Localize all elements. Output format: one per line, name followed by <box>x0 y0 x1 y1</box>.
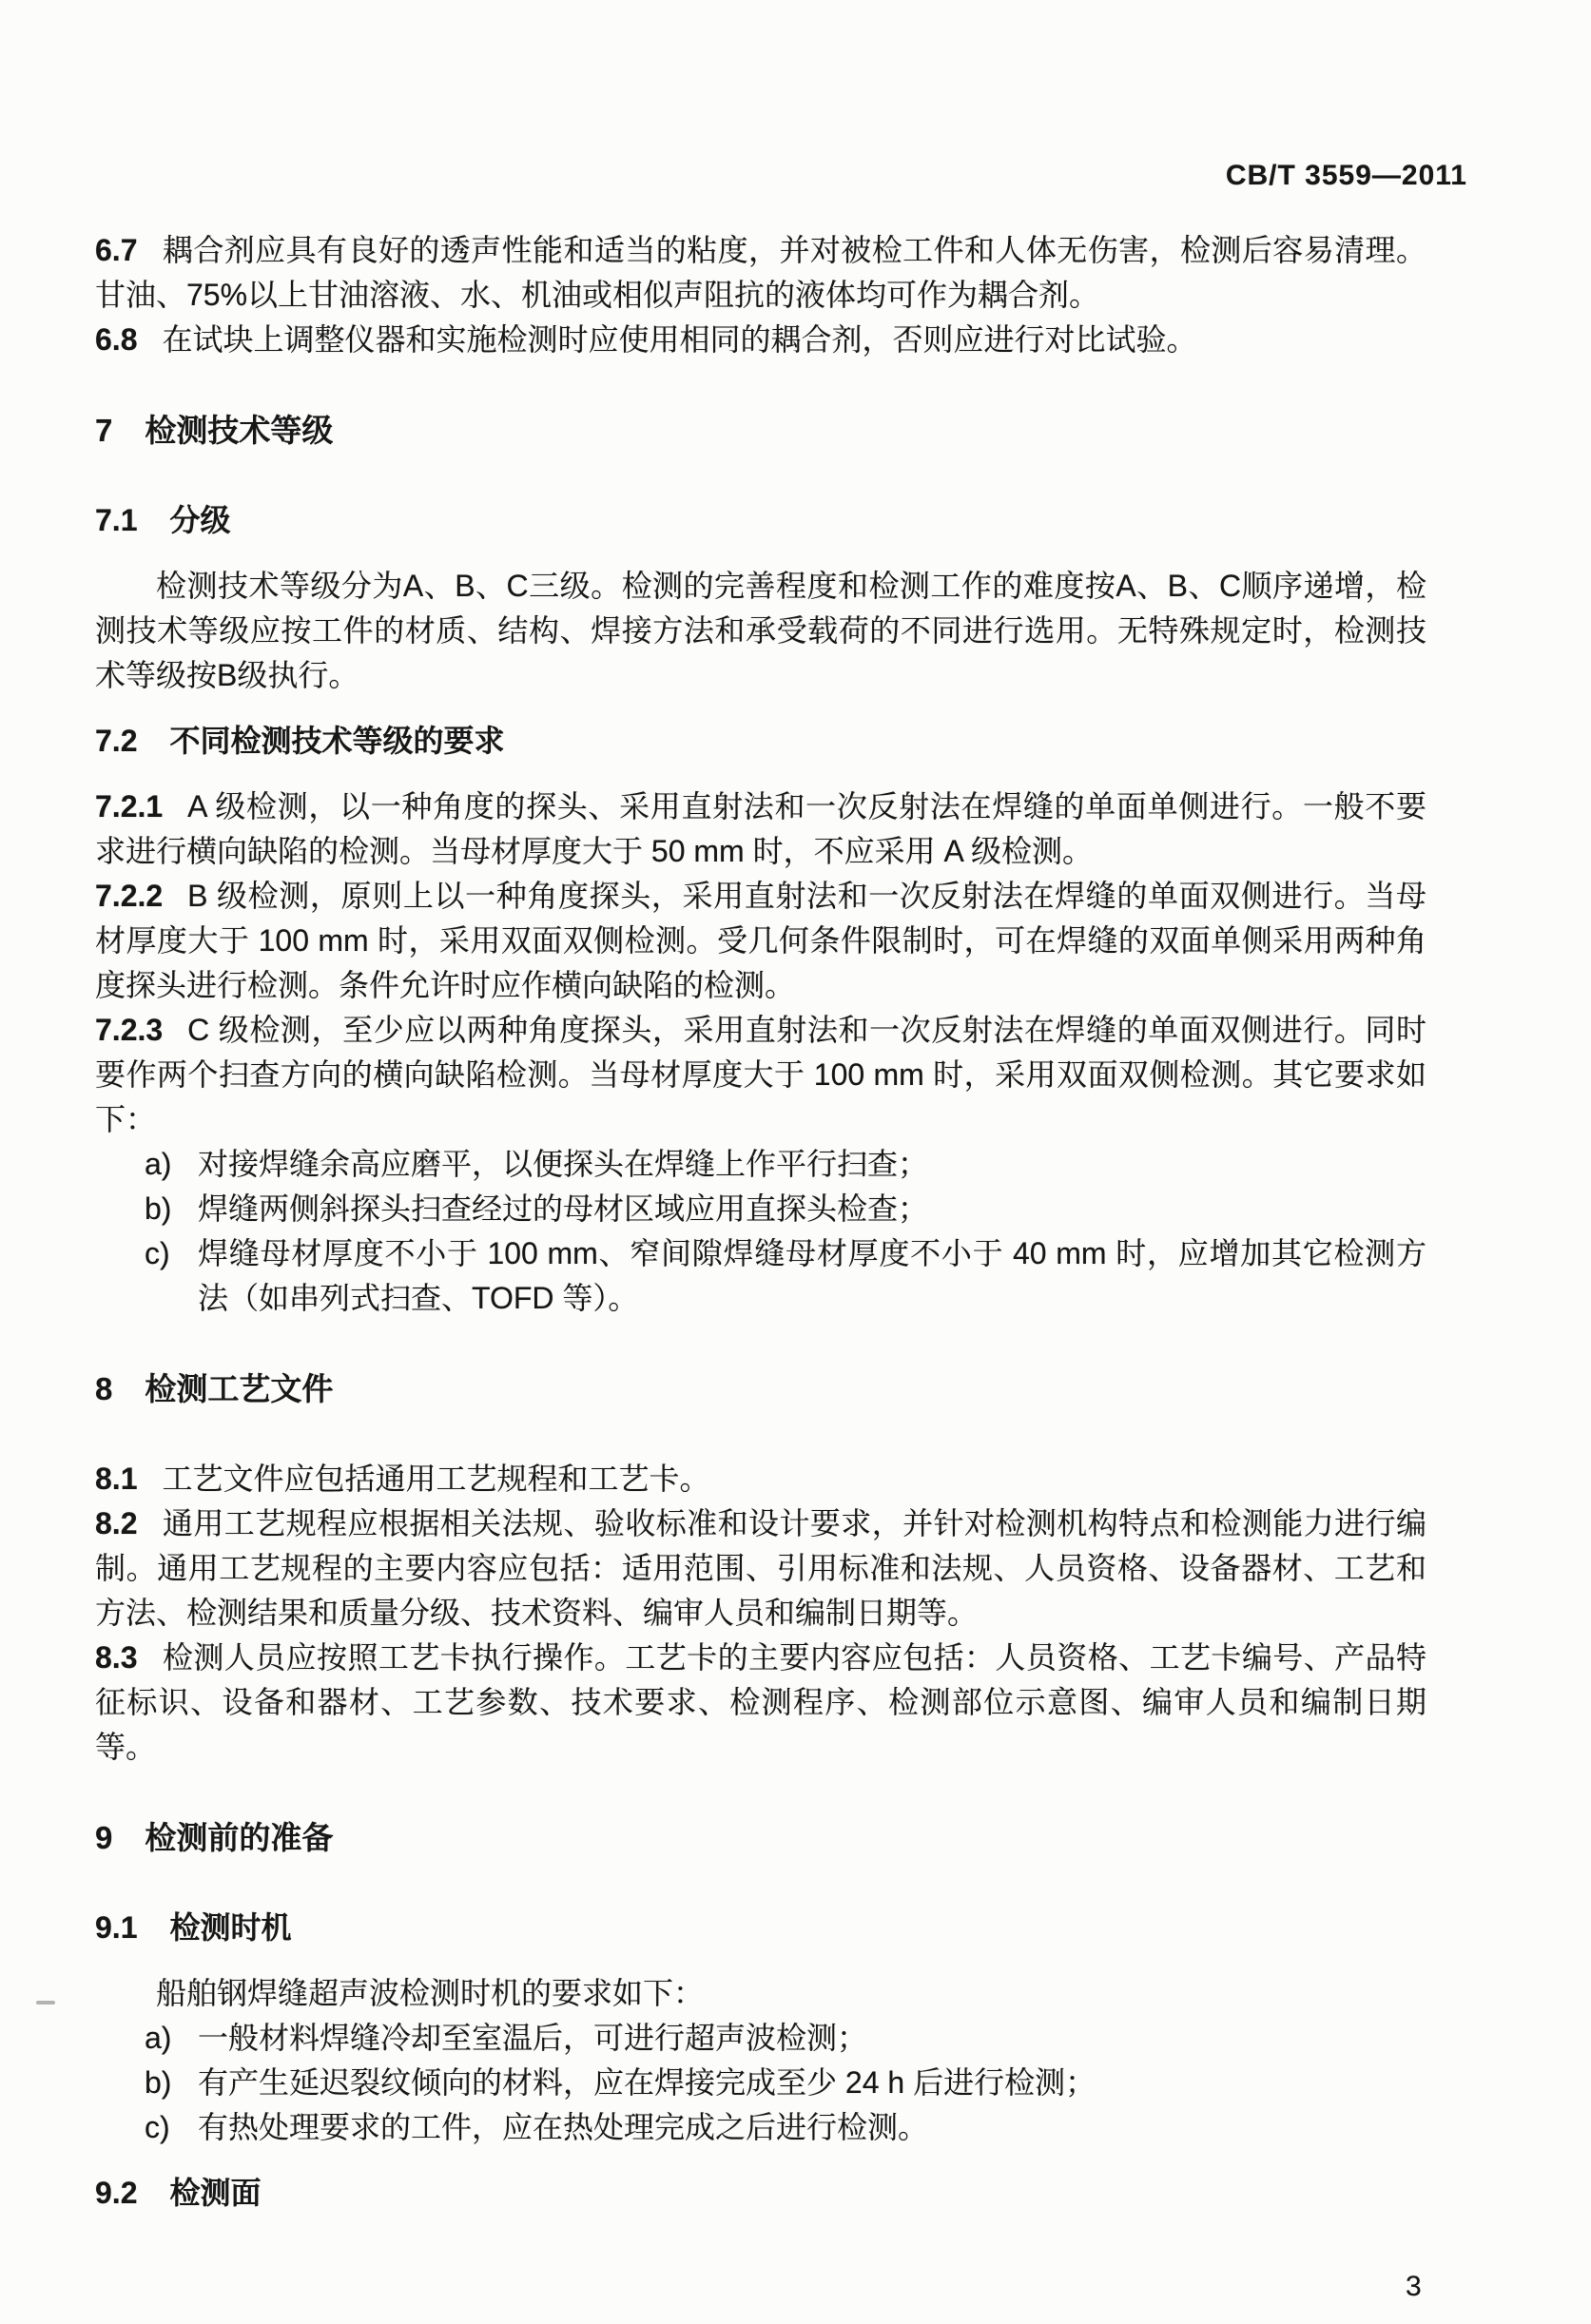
section-title: 检测工艺文件 <box>145 1371 334 1406</box>
list-item-label: a) <box>145 2021 172 2055</box>
list-item-7-2-3-a <box>95 1142 1426 1187</box>
clause-8-1 <box>95 1457 1426 1501</box>
paragraph-7-1: 检测技术等级分为A、B、C三级。检测的完善程度和检测工作的难度按A、B、C顺序递增，检测技术等级应按工件的材质、结构、焊接方法和承受载荷的不同进行选用。无特殊规定时，检测技术等级按B级执行。 <box>95 569 1426 692</box>
clause-text: 通用工艺规程应根据相关法规、验收标准和设计要求，并针对检测机构特点和检测能力进行编制。通用工艺规程的主要内容应包括：适用范围、引用标准和法规、人员资格、设备器材、工艺和方法、检测结果和质量分级、技术资料、编审人员和编制日期等。 <box>95 1506 1426 1630</box>
section-number: 9.1 <box>95 1910 138 1945</box>
section-9-heading <box>95 1815 1426 1860</box>
section-number: 9 <box>95 1820 113 1855</box>
clause-6-8 <box>95 318 1426 362</box>
section-title: 不同检测技术等级的要求 <box>169 724 505 758</box>
scan-artifact-dash <box>36 2001 55 2004</box>
clause-number: 7.2.1 <box>95 789 164 823</box>
list-item-label: b) <box>145 2065 172 2100</box>
clause-text: 耦合剂应具有良好的透声性能和适当的粘度，并对被检工件和人体无伤害，检测后容易清理。甘油、75%以上甘油溶液、水、机油或相似声阻抗的液体均可作为耦合剂。 <box>95 233 1426 312</box>
clause-text: 检测人员应按照工艺卡执行操作。工艺卡的主要内容应包括：人员资格、工艺卡编号、产品特征标识、设备和器材、工艺参数、技术要求、检测程序、检测部位示意图、编审人员和编制日期等。 <box>95 1640 1426 1764</box>
clause-number: 6.7 <box>95 233 138 267</box>
list-item-text: 一般材料焊缝冷却至室温后，可进行超声波检测； <box>198 2021 868 2055</box>
list-item-label: c) <box>145 2110 170 2144</box>
section-number: 7 <box>95 413 113 448</box>
section-8-heading <box>95 1366 1426 1411</box>
clause-7-2-2 <box>95 874 1426 1008</box>
clause-text: 在试块上调整仪器和实施检测时应使用相同的耦合剂，否则应进行对比试验。 <box>162 322 1197 357</box>
list-item-7-2-3-c <box>95 1231 1426 1321</box>
clause-8-2 <box>95 1501 1426 1636</box>
clause-text: B 级检测，原则上以一种角度探头，采用直射法和一次反射法在焊缝的单面双侧进行。当母材厚度大于 100 mm 时，采用双面双侧检测。受几何条件限制时，可在焊缝的双面单侧采用两种角度探头进行检测。条件允许时应作横向缺陷的检测。 <box>95 879 1426 1002</box>
clause-text: 工艺文件应包括通用工艺规程和工艺卡。 <box>162 1462 710 1496</box>
clause-8-3 <box>95 1636 1426 1770</box>
section-number: 7.2 <box>95 724 138 758</box>
section-9-2-heading <box>95 2171 1426 2216</box>
list-item-9-1-c <box>95 2105 1426 2150</box>
clause-text: C 级检测，至少应以两种角度探头，采用直射法和一次反射法在焊缝的单面双侧进行。同时要作两个扫查方向的横向缺陷检测。当母材厚度大于 100 mm 时，采用双面双侧检测。其它要求如下： <box>95 1013 1426 1136</box>
list-item-text: 有热处理要求的工件，应在热处理完成之后进行检测。 <box>198 2110 929 2144</box>
clause-number: 8.2 <box>95 1506 138 1540</box>
list-item-text: 焊缝母材厚度不小于 100 mm、窄间隙焊缝母材厚度不小于 40 mm 时，应增加其它检测方法（如串列式扫查、TOFD 等）。 <box>198 1236 1426 1315</box>
list-item-text: 对接焊缝余高应磨平，以便探头在焊缝上作平行扫查； <box>198 1147 929 1181</box>
page-body <box>95 228 1426 2237</box>
section-number: 9.2 <box>95 2176 138 2210</box>
section-title: 检测时机 <box>169 1910 292 1945</box>
section-7-heading <box>95 408 1426 453</box>
list-item-label: c) <box>145 1236 170 1270</box>
section-number: 8 <box>95 1371 113 1406</box>
list-item-7-2-3-b <box>95 1187 1426 1231</box>
document-code-header: CB/T 3559—2011 <box>1225 160 1467 191</box>
list-item-label: a) <box>145 1147 172 1181</box>
clause-number: 8.1 <box>95 1462 138 1496</box>
section-9-1-heading <box>95 1906 1426 1950</box>
section-title: 检测前的准备 <box>145 1820 334 1855</box>
list-item-label: b) <box>145 1191 172 1226</box>
clause-number: 8.3 <box>95 1640 138 1675</box>
clause-number: 6.8 <box>95 322 138 357</box>
page-number: 3 <box>1406 2271 1422 2302</box>
paragraph-9-1-intro: 船舶钢焊缝超声波检测时机的要求如下： <box>156 1976 705 2010</box>
clause-text: A 级检测，以一种角度的探头、采用直射法和一次反射法在焊缝的单面单侧进行。一般不要求进行横向缺陷的检测。当母材厚度大于 50 mm 时，不应采用 A 级检测。 <box>95 789 1426 868</box>
list-item-9-1-a <box>95 2016 1426 2061</box>
section-7-2-heading <box>95 719 1426 764</box>
section-title: 检测技术等级 <box>145 413 334 448</box>
clause-6-7 <box>95 228 1426 318</box>
clause-7-2-1 <box>95 784 1426 874</box>
section-number: 7.1 <box>95 503 138 537</box>
list-item-text: 焊缝两侧斜探头扫查经过的母材区域应用直探头检查； <box>198 1191 929 1226</box>
clause-number: 7.2.3 <box>95 1013 164 1047</box>
section-title: 分级 <box>169 503 231 537</box>
clause-7-2-3 <box>95 1008 1426 1142</box>
list-item-text: 有产生延迟裂纹倾向的材料，应在焊接完成至少 24 h 后进行检测； <box>198 2065 1096 2100</box>
list-item-9-1-b <box>95 2061 1426 2105</box>
clause-number: 7.2.2 <box>95 879 164 913</box>
section-title: 检测面 <box>169 2176 262 2210</box>
section-7-1-heading <box>95 498 1426 543</box>
